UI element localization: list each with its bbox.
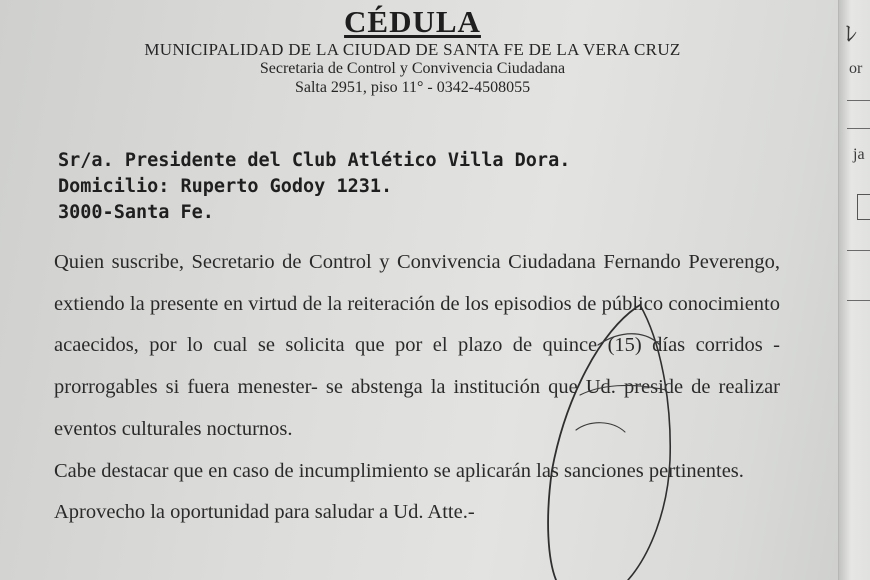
- edge-text-fragment: or: [849, 60, 863, 77]
- municipality-name: MUNICIPALIDAD DE LA CIUDAD DE SANTA FE DE LA VERA CRUZ: [144, 40, 681, 59]
- closing-line: Aprovecho la oportunidad para saludar a Ud. Atte.-: [54, 501, 475, 524]
- edge-rule: [847, 300, 870, 301]
- edge-mark: ﾚ: [845, 22, 857, 48]
- edge-rule: [847, 100, 870, 101]
- body-paragraph: Quien suscribe, Secretario de Control y Convivencia Ciudadana Fernando Peverengo, extiendo la presente en virtud de la reiteración de los episodios de público conocimiento acaecidos, por lo cual se solicita que por el plazo de quince (15) días corridos -prorrogables si fuera menester- se abstenga la institución que Ud. preside de realizar eventos culturales nocturnos.: [54, 251, 780, 440]
- edge-rule: [847, 250, 870, 251]
- office-address: Salta 2951, piso 11° - 0342-4508055: [294, 79, 531, 96]
- letter-body: [54, 242, 780, 534]
- adjacent-page-edge: [838, 0, 870, 580]
- document-title: CÉDULA: [344, 4, 481, 39]
- recipient-block: [58, 148, 570, 226]
- recipient-city: 3000-Santa Fe.: [58, 202, 214, 223]
- secretariat-name: Secretaria de Control y Convivencia Ciudadana: [259, 60, 566, 77]
- letterhead: [0, 4, 825, 97]
- edge-rule: [847, 128, 870, 129]
- edge-text-fragment: ja: [853, 146, 865, 163]
- edge-checkbox-outline: [857, 194, 870, 220]
- recipient-address: Domicilio: Ruperto Godoy 1231.: [58, 176, 393, 197]
- body-paragraph: Cabe destacar que en caso de incumplimiento se aplicarán las sanciones pertinentes.: [54, 459, 744, 482]
- recipient-name: Sr/a. Presidente del Club Atlético Villa Dora.: [58, 150, 571, 171]
